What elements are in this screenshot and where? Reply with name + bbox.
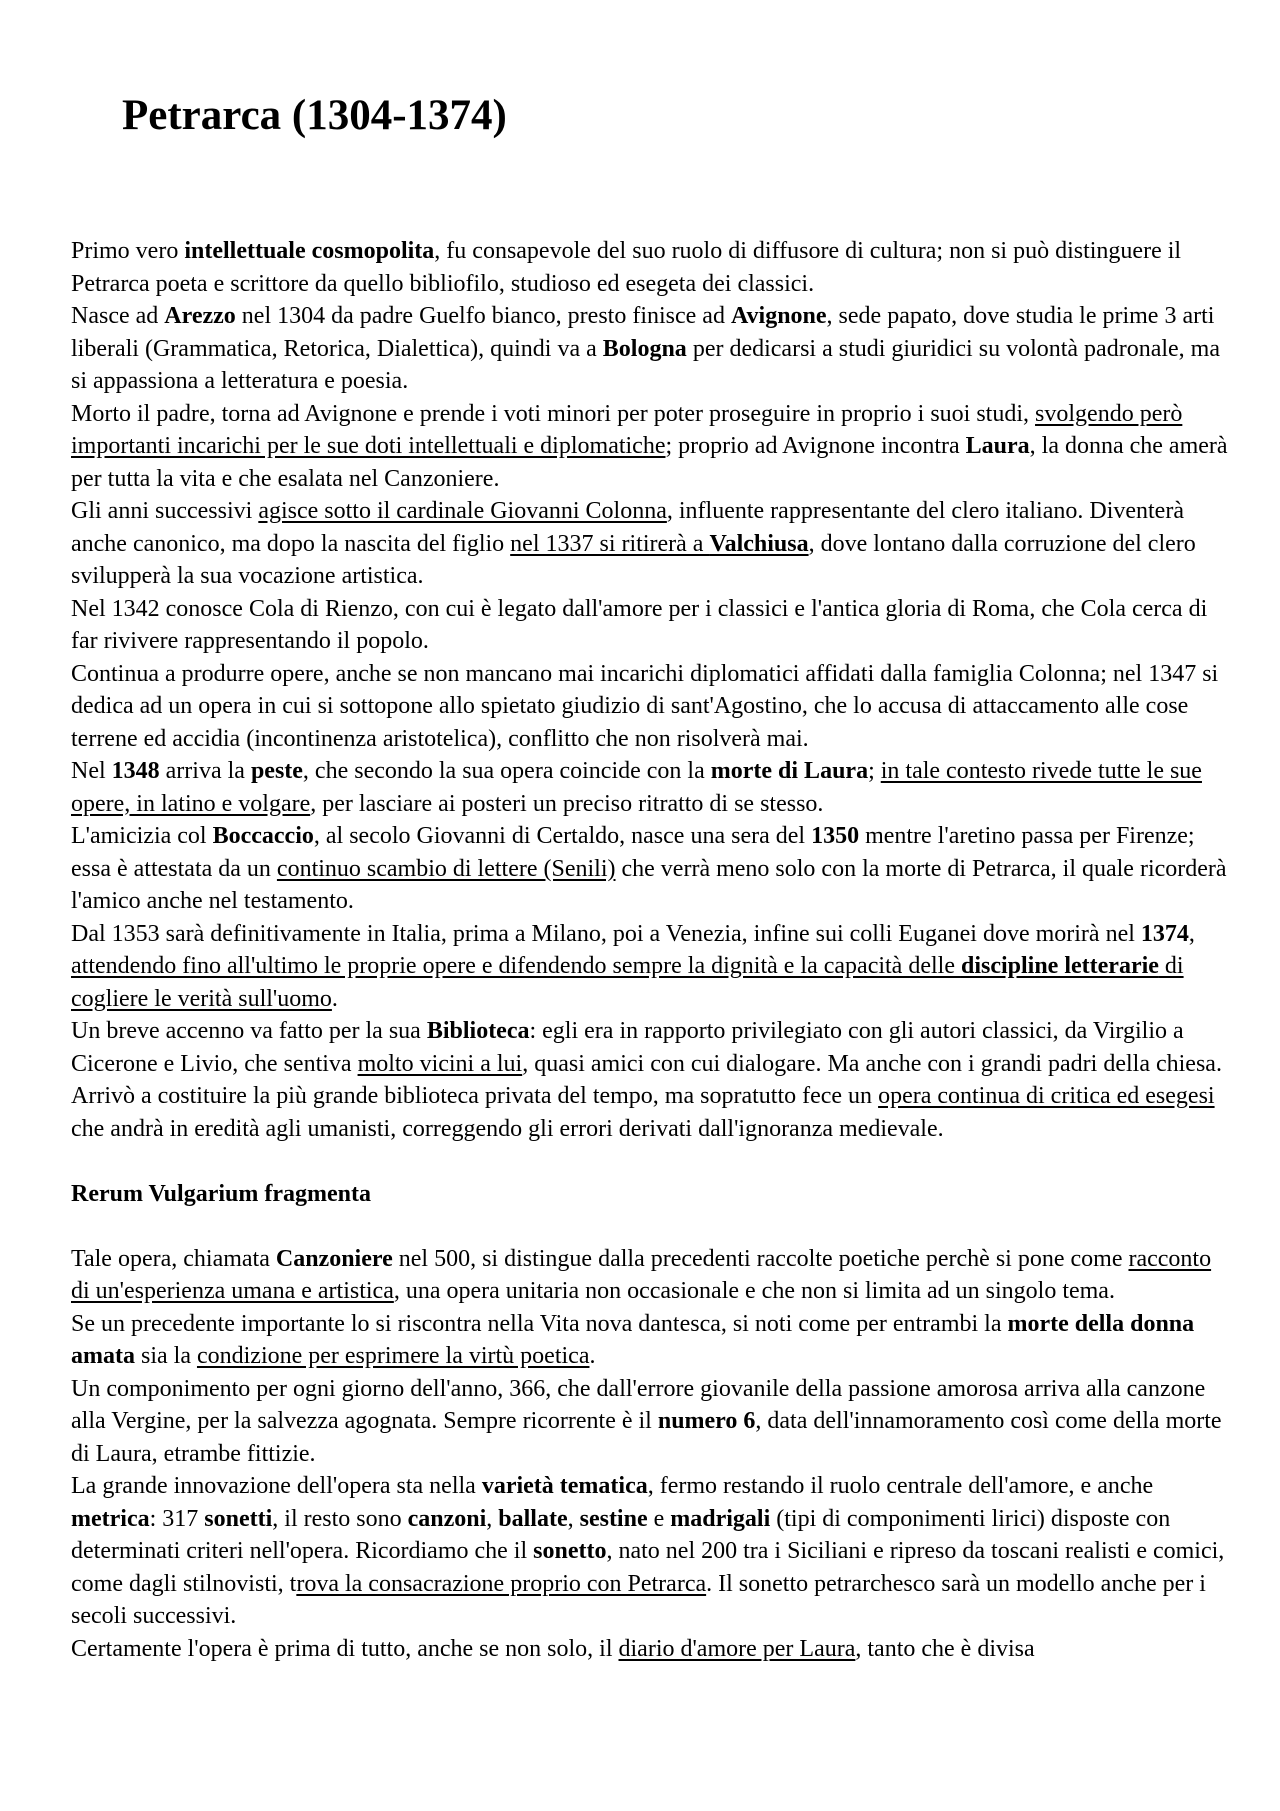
paragraph-boccaccio: L'amicizia col Boccaccio, al secolo Giovanni di Certaldo, nasce una sera del 1350 mentre l'aretino passa per Firenze; essa è attestata da un continuo scambio di lettere (Senili) che verrà meno solo con la morte di Petrarca, il quale ricorderà l'amico anche nel testamento. — [71, 823, 1227, 914]
paragraph-metrica: La grande innovazione dell'opera sta nella varietà tematica, fermo restando il ruolo centrale dell'amore, e anche metrica: 317 sonetti, il resto sono canzoni, ballate, sestine e madrigali (tipi di componimenti lirici) disposte con determinati criteri nell'opera. Ricordiamo che il sonetto, nato nel 200 tra i Siciliani e ripreso da toscani realisti e comici, come dagli stilnovisti, trova la consacrazione proprio con Petrarca. Il sonetto petrarchesco sarà un modello anche per i secoli successivi. — [71, 1473, 1225, 1629]
paragraph-cola-di-rienzo: Nel 1342 conosce Cola di Rienzo, con cui è legato dall'amore per i classici e l'antica gloria di Roma, che Cola cerca di far rivivere rappresentando il popolo. — [71, 595, 1208, 654]
paragraph-italia: Dal 1353 sarà definitivamente in Italia, prima a Milano, poi a Venezia, infine sui colli Euganei dove morirà nel 1374, attendendo fino all'ultimo le proprie opere e difendendo sempre la dignità e la capacità delle discipline letterarie di cogliere le verità sull'uomo. — [71, 920, 1195, 1012]
paragraph-peste: Nel 1348 arriva la peste, che secondo la sua opera coincide con la morte di Laura; in tale contesto rivede tutte le sue opere, in latino e volgare, per lasciare ai posteri un preciso ritratto di se stesso. — [71, 758, 1202, 817]
paragraph-agostino: Continua a produrre opere, anche se non mancano mai incarichi diplomatici affidati dalla famiglia Colonna; nel 1347 si dedica ad un opera in cui si sottopone allo spietato giudizio di sant'Agostino, che lo accusa di attaccamento alle cose terrene ed accidia (incontinenza aristotelica), conflitto che non risolverà mai. — [71, 660, 1219, 752]
paragraph-intro: Primo vero intellettuale cosmopolita, fu consapevole del suo ruolo di diffusore di cultura; non si può distinguere il Petrarca poeta e scrittore da quello bibliofilo, studioso ed esegeta dei classici. — [71, 238, 1182, 297]
spacer — [71, 1210, 1231, 1243]
section-heading: Rerum Vulgarium fragmenta — [71, 1180, 371, 1207]
document-body — [71, 235, 1231, 1665]
spacer — [71, 1145, 1231, 1178]
paragraph-avignone: Morto il padre, torna ad Avignone e prende i voti minori per poter proseguire in proprio i suoi studi, svolgendo però importanti incarichi per le sue doti intellettuali e diplomatiche; proprio ad Avignone incontra Laura, la donna che amerà per tutta la vita e che esalata nel Canzoniere. — [71, 400, 1228, 492]
paragraph-componimenti: Un componimento per ogni giorno dell'anno, 366, che dall'errore giovanile della passione amorosa arriva alla canzone alla Vergine, per la salvezza agognata. Sempre ricorrente è il numero 6, data dell'innamoramento così come della morte di Laura, etrambe fittizie. — [71, 1375, 1222, 1467]
page-title: Petrarca (1304-1374) — [122, 92, 507, 139]
paragraph-diario: Certamente l'opera è prima di tutto, anche se non solo, il diario d'amore per Laura, tanto che è divisa — [71, 1635, 1035, 1662]
paragraph-birth: Nasce ad Arezzo nel 1304 da padre Guelfo bianco, presto finisce ad Avignone, sede papato, dove studia le prime 3 arti liberali (Grammatica, Retorica, Dialettica), quindi va a Bologna per dedicarsi a studi giuridici su volontà padronale, ma si appassiona a letteratura e poesia. — [71, 303, 1220, 394]
paragraph-biblioteca: Un breve accenno va fatto per la sua Biblioteca: egli era in rapporto privilegiato con gli autori classici, da Virgilio a Cicerone e Livio, che sentiva molto vicini a lui, quasi amici con cui dialogare. Ma anche con i grandi padri della chiesa. Arrivò a costituire la più grande biblioteca privata del tempo, ma sopratutto fece un opera continua di critica ed esegesi che andrà in eredità agli umanisti, correggendo gli errori derivati dall'ignoranza medievale. — [71, 1018, 1222, 1142]
paragraph-canzoniere: Tale opera, chiamata Canzoniere nel 500, si distingue dalla precedenti raccolte poetiche perchè si pone come racconto di un'esperienza umana e artistica, una opera unitaria non occasionale e che non si limita ad un singolo tema. — [71, 1245, 1212, 1304]
paragraph-vita-nova: Se un precedente importante lo si riscontra nella Vita nova dantesca, si noti come per entrambi la morte della donna amata sia la condizione per esprimere la virtù poetica. — [71, 1310, 1195, 1369]
paragraph-colonna: Gli anni successivi agisce sotto il cardinale Giovanni Colonna, influente rappresentante del clero italiano. Diventerà anche canonico, ma dopo la nascita del figlio nel 1337 si ritirerà a Valchiusa, dove lontano dalla corruzione del clero svilupperà la sua vocazione artistica. — [71, 498, 1196, 589]
